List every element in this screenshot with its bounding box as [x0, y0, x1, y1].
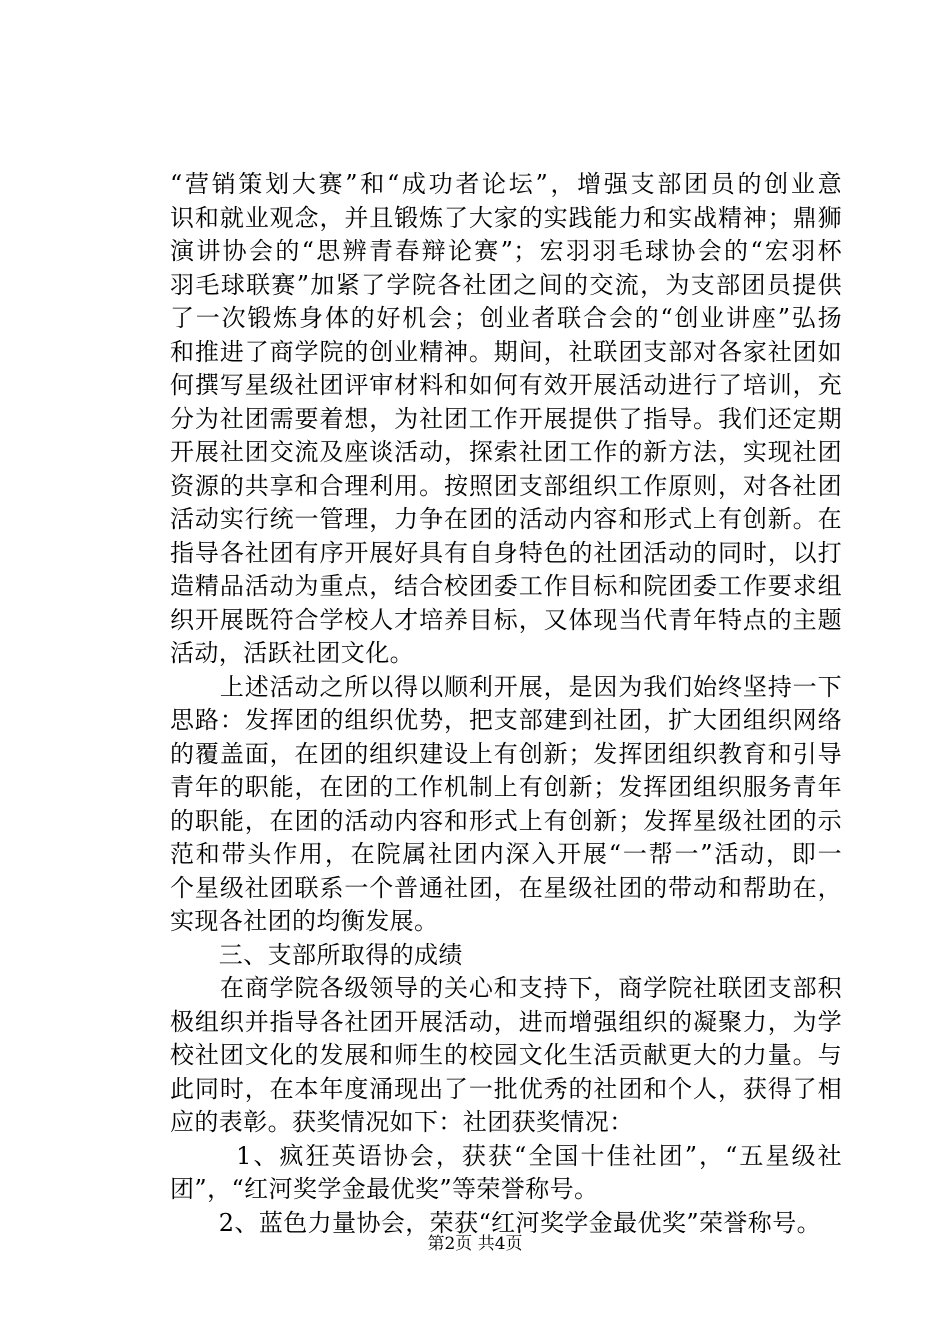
- body-line: 羽毛球联赛”加紧了学院各社团之间的交流，为支部团员提供: [170, 270, 842, 299]
- body-line: 实现各社团的均衡发展。: [170, 907, 439, 935]
- body-line: 资源的共享和合理利用。按照团支部组织工作原则，对各社团: [170, 471, 842, 500]
- body-line: 织开展既符合学校人才培养目标，又体现当代青年特点的主题: [170, 605, 842, 634]
- award-line: 1、疯狂英语协会，获获“全国十佳社团”，“五星级社: [184, 1141, 842, 1170]
- award-line: 2、蓝色力量协会，荣获“红河奖学金最优奖”荣誉称号。: [170, 1208, 822, 1237]
- body-line: “营销策划大赛”和“成功者论坛”，增强支部团员的创业意: [170, 170, 842, 198]
- body-line: 的职能，在团的活动内容和形式上有创新；发挥星级社团的示: [170, 806, 842, 835]
- body-line: 思路：发挥团的组织优势，把支部建到社团，扩大团组织网络: [170, 706, 842, 734]
- body-line: 校社团文化的发展和师生的校园文化生活贡献更大的力量。与: [170, 1041, 842, 1069]
- body-line: 极组织并指导各社团开展活动，进而增强组织的凝聚力，为学: [170, 1007, 842, 1036]
- body-line: 开展社团交流及座谈活动，探索社团工作的新方法，实现社团: [170, 438, 842, 466]
- body-line: 何撰写星级社团评审材料和如何有效开展活动进行了培训，充: [170, 371, 842, 399]
- body-line: 演讲协会的“思辨青春辩论赛”；宏羽羽毛球协会的“宏羽杯: [170, 237, 842, 265]
- body-line: 造精品活动为重点，结合校团委工作目标和院团委工作要求组: [170, 572, 842, 600]
- body-line: 和推进了商学院的创业精神。期间，社联团支部对各家社团如: [170, 337, 842, 366]
- body-line: 个星级社团联系一个普通社团，在星级社团的带动和帮助在，: [170, 873, 842, 902]
- body-line: 了一次锻炼身体的好机会；创业者联合会的“创业讲座”弘扬: [170, 304, 842, 332]
- body-line: 应的表彰。获奖情况如下：社团获奖情况：: [170, 1108, 634, 1136]
- body-line: 活动实行统一管理，力争在团的活动内容和形式上有创新。在: [170, 505, 842, 533]
- body-line: 青年的职能，在团的工作机制上有创新；发挥团组织服务青年: [170, 773, 842, 801]
- body-line: 此同时，在本年度涌现出了一批优秀的社团和个人，获得了相: [170, 1074, 842, 1103]
- body-line: 识和就业观念，并且锻炼了大家的实践能力和实战精神；鼎狮: [170, 203, 842, 232]
- body-line: 指导各社团有序开展好具有自身特色的社团活动的同时，以打: [170, 538, 842, 567]
- body-line: 范和带头作用，在院属社团内深入开展“一帮一”活动，即一: [170, 840, 842, 868]
- page-footer: 第2页 共4页: [427, 1234, 523, 1254]
- section-heading: 三、支部所取得的成绩: [170, 940, 463, 969]
- body-line: 上述活动之所以得以顺利开展，是因为我们始终坚持一下: [170, 672, 842, 701]
- body-line: 在商学院各级领导的关心和支持下，商学院社联团支部积: [170, 974, 842, 1002]
- body-line: 的覆盖面，在团的组织建设上有创新；发挥团组织教育和引导: [170, 739, 842, 768]
- body-line: 活动，活跃社团文化。: [170, 639, 414, 667]
- document-body: [170, 168, 842, 1240]
- body-line: 分为社团需要着想，为社团工作开展提供了指导。我们还定期: [170, 404, 842, 433]
- award-line: 团”，“红河奖学金最优奖”等荣誉称号。: [170, 1175, 599, 1203]
